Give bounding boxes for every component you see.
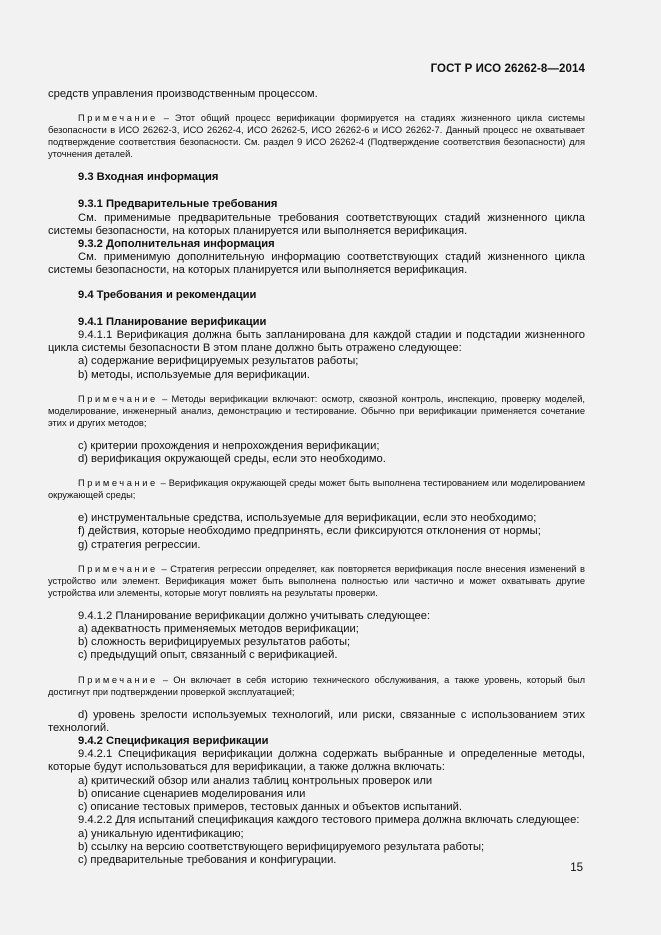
subsection-heading: 9.4.2 Спецификация верификации (78, 735, 269, 748)
section-heading: 9.3 Входная информация (78, 171, 219, 184)
note-text: – Он включает в себя историю технического обслуживания, а также уровень, который был достигнут при подтверждении проверкой эксплуатацией; (48, 674, 585, 697)
list-item: d) уровень зрелости используемых технологий, или риски, связанные с использованием этих технологий. (48, 708, 585, 734)
note (48, 674, 585, 698)
note-text: – Верификация окружающей среды может быть выполнена тестированием или моделированием окружающей среды; (48, 478, 585, 501)
note (48, 563, 585, 599)
note-label: Примечание (78, 674, 158, 685)
list-item: a) адекватность применяемых методов верификации; (78, 623, 359, 636)
paragraph: 9.4.1.2 Планирование верификации должно учитывать следующее: (78, 609, 431, 622)
section-heading: 9.4 Требования и рекомендации (78, 288, 257, 301)
list-item: c) предыдущий опыт, связанный с верификацией. (78, 649, 338, 662)
list-item: f) действия, которые необходимо предпринять, если фиксируются отклонения от нормы; (78, 525, 541, 538)
list-item: b) ссылку на версию соответствующего верифицируемого результата работы; (78, 840, 485, 853)
note (48, 112, 585, 160)
list-item: e) инструментальные средства, используемые для верификации, если это необходимо; (78, 512, 537, 525)
paragraph: См. применимые предварительные требования соответствующих стадий жизненного цикла системы безопасности, на которых планируется или выполняется верификация. (48, 211, 585, 237)
list-item: c) предварительные требования и конфигурации. (78, 853, 337, 866)
list-item: b) методы, используемые для верификации. (78, 368, 310, 381)
note-text: – Этот общий процесс верификации формируется на стадиях жизненного цикла системы безопасности в ИСО 26262-3, ИСО 26262-4, ИСО 26262-5, ИСО 26262-6 и ИСО 26262-7. Данный процесс не охватывает подтверждение соответствия безопасности. См. раздел 9 ИСО 26262-4 (Подтверждение соответствия безопасности) для уточнения деталей. (48, 113, 585, 160)
note (48, 477, 585, 501)
document-body (48, 88, 585, 867)
list-item: c) критерии прохождения и непрохождения верификации; (78, 439, 380, 452)
document-header: ГОСТ Р ИСО 26262-8—2014 (430, 63, 585, 75)
list-item: a) содержание верифицируемых результатов работы; (78, 355, 359, 368)
subsection-heading: 9.3.1 Предварительные требования (78, 198, 278, 211)
note-label: Примечание (78, 113, 158, 124)
page-number: 15 (570, 862, 583, 874)
note-label: Примечание (78, 393, 158, 404)
list-item: b) описание сценариев моделирования или (78, 787, 306, 800)
note-label: Примечание (78, 478, 158, 489)
list-item: g) стратегия регрессии. (78, 538, 201, 551)
paragraph: 9.4.2.2 Для испытаний спецификация каждого тестового примера должна включать следующее: (78, 814, 580, 827)
text-line: средств управления производственным процессом. (48, 88, 318, 100)
subsection-heading: 9.4.1 Планирование верификации (78, 315, 267, 328)
paragraph: 9.4.2.1 Спецификация верификации должна содержать выбранные и определенные методы, которые будут использоваться для верификации, а также должна включать: (48, 748, 585, 774)
note (48, 393, 585, 429)
paragraph: 9.4.1.1 Верификация должна быть запланирована для каждой стадии и подстадии жизненного цикла системы безопасности В этом плане должно быть отражено следующее: (48, 329, 585, 355)
note-label: Примечание (78, 563, 158, 574)
list-item: a) критический обзор или анализ таблиц контрольных проверок или (78, 774, 433, 787)
list-item: a) уникальную идентификацию; (78, 827, 244, 840)
list-item: b) сложность верифицируемых результатов работы; (78, 636, 351, 649)
list-item: c) описание тестовых примеров, тестовых данных и объектов испытаний. (78, 801, 462, 814)
subsection-heading: 9.3.2 Дополнительная информация (78, 238, 275, 251)
list-item: d) верификация окружающей среды, если это необходимо. (78, 453, 386, 466)
note-text: – Стратегия регрессии определяет, как повторяется верификация после внесения изменений в устройство или элемент. Верификация может быть выполнена полностью или частично и может охватывать другие устройства или элементы, которые могут повлиять на результаты проверки. (48, 563, 585, 598)
note-text: – Методы верификации включают: осмотр, сквозной контроль, инспекцию, проверку моделей, моделирование, инженерный анализ, демонстрацию и тестирование. Обычно при верификации применяется сочетание этих и других методов; (48, 393, 585, 428)
paragraph: См. применимую дополнительную информацию соответствующих стадий жизненного цикла системы безопасности, на которых планируется или выполняется верификация. (48, 251, 585, 277)
